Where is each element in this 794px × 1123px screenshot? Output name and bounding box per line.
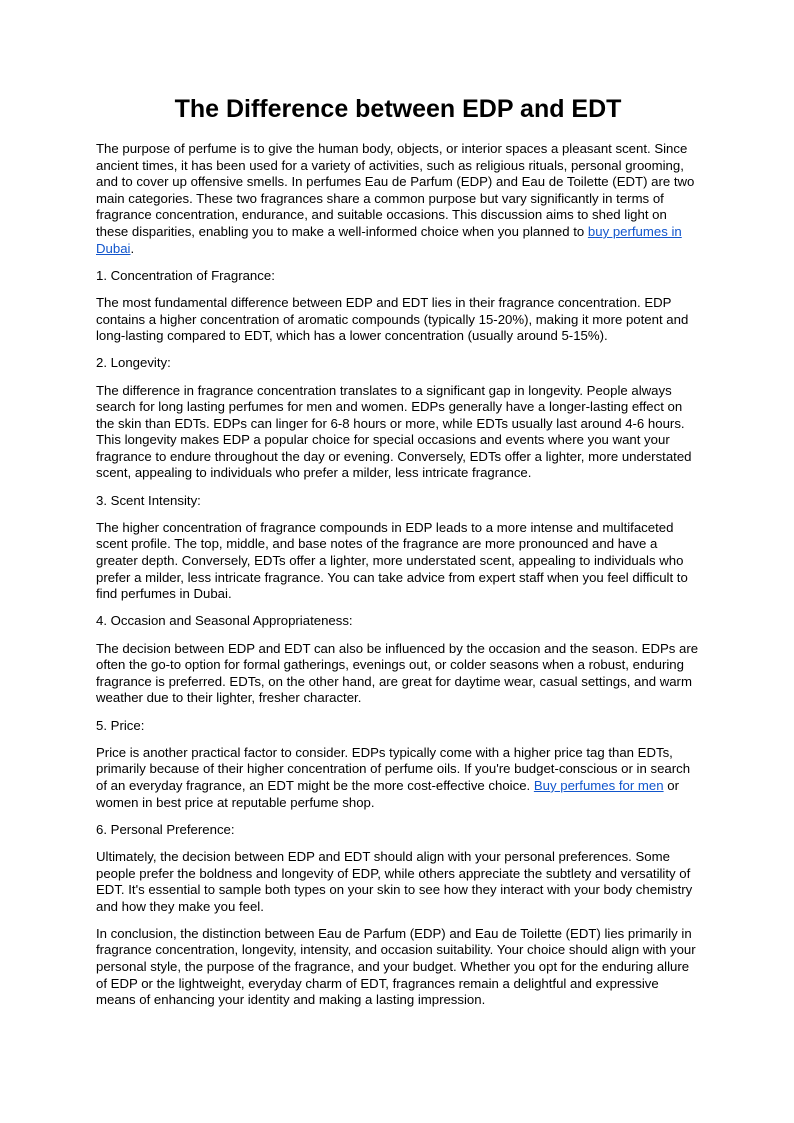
section-heading-longevity: 2. Longevity: [96, 355, 171, 371]
intro-text: The purpose of perfume is to give the human body, objects, or interior spaces a pleasant scent. Since ancient times, it has been used for a variety of activities, such as religious rituals, personal grooming, and to cover up offensive smells. In perfumes Eau de Parfum (EDP) and Eau de Toilette (EDT) are two main categories. These two fragrances share a common purpose but vary significantly in terms of fragrance concentration, endurance, and suitable occasions. This discussion aims to shed light on these disparities, enabling you to make a well-informed choice when you planned to [96, 141, 695, 239]
section-body-occasion: The decision between EDP and EDT can also be influenced by the occasion and the season. EDPs are often the go-to option for formal gatherings, evenings out, or colder seasons when a robust, enduring fragrance is preferred. EDTs, on the other hand, are great for daytime wear, casual settings, and warm weather due to their lighter, fresher character. [96, 640, 699, 706]
price-text-before-link: Price is another practical factor to consider. EDPs typically come with a higher price tag than EDTs, primarily because of their higher concentration of perfume oils. If you're budget-conscious or in search of an everyday fragrance, an EDT might be the more cost-effective choice. [96, 744, 691, 793]
buy-perfumes-dubai-link[interactable]: buy perfumes in Dubai [96, 223, 682, 256]
intro-paragraph [96, 141, 700, 257]
intro-period: . [130, 240, 135, 256]
section-body-scent-intensity: The higher concentration of fragrance compounds in EDP leads to a more intense and multifaceted scent profile. The top, middle, and base notes of the fragrance are more pronounced and have a greater depth. Conversely, EDTs offer a lighter, more understated scent, appealing to individuals who prefer a milder, less intricate fragrance. You can take advice from expert staff when you feel difficult to find perfumes in Dubai. [96, 519, 688, 602]
section-body-price [96, 745, 700, 811]
page-title: The Difference between EDP and EDT [174, 95, 622, 123]
section-heading-concentration: 1. Concentration of Fragrance: [96, 267, 275, 283]
conclusion-paragraph: In conclusion, the distinction between Eau de Parfum (EDP) and Eau de Toilette (EDT) lies primarily in fragrance concentration, longevity, intensity, and occasion suitability. Your choice should align with your personal style, the purpose of the fragrance, and your budget. Whether you opt for the enduring allure of EDP or the lightweight, everyday charm of EDT, fragrances remain a delightful and expressive means of enhancing your identity and making a lasting impression. [96, 925, 696, 1008]
price-text-after-link: or women in best price at reputable perfume shop. [96, 777, 679, 810]
buy-perfumes-men-link[interactable]: Buy perfumes for men [533, 777, 664, 793]
section-heading-scent-intensity: 3. Scent Intensity: [96, 492, 201, 508]
section-body-preference: Ultimately, the decision between EDP and EDT should align with your personal preferences. Some people prefer the boldness and longevity of EDP, while others appreciate the subtlety and versatility of EDT. It's essential to sample both types on your skin to see how they interact with your body chemistry and how they make you feel. [96, 848, 693, 914]
section-body-longevity: The difference in fragrance concentration translates to a significant gap in longevity. People always search for long lasting perfumes for men and women. EDPs generally have a longer-lasting effect on the skin than EDTs. EDPs can linger for 6-8 hours or more, while EDTs usually last around 4-6 hours. This longevity makes EDP a popular choice for special occasions and events where you want your fragrance to endure throughout the day or evening. Conversely, EDTs offer a lighter, more understated scent, appealing to individuals who prefer a milder, less intricate fragrance. [96, 382, 692, 481]
section-body-concentration: The most fundamental difference between EDP and EDT lies in their fragrance concentration. EDP contains a higher concentration of aromatic compounds (typically 15-20%), making it more potent and long-lasting compared to EDT, which has a lower concentration (usually around 5-15%). [96, 294, 689, 344]
section-heading-preference: 6. Personal Preference: [96, 821, 235, 837]
section-heading-occasion: 4. Occasion and Seasonal Appropriateness: [96, 613, 353, 629]
section-heading-price: 5. Price: [96, 717, 145, 733]
document-page [96, 94, 700, 1019]
